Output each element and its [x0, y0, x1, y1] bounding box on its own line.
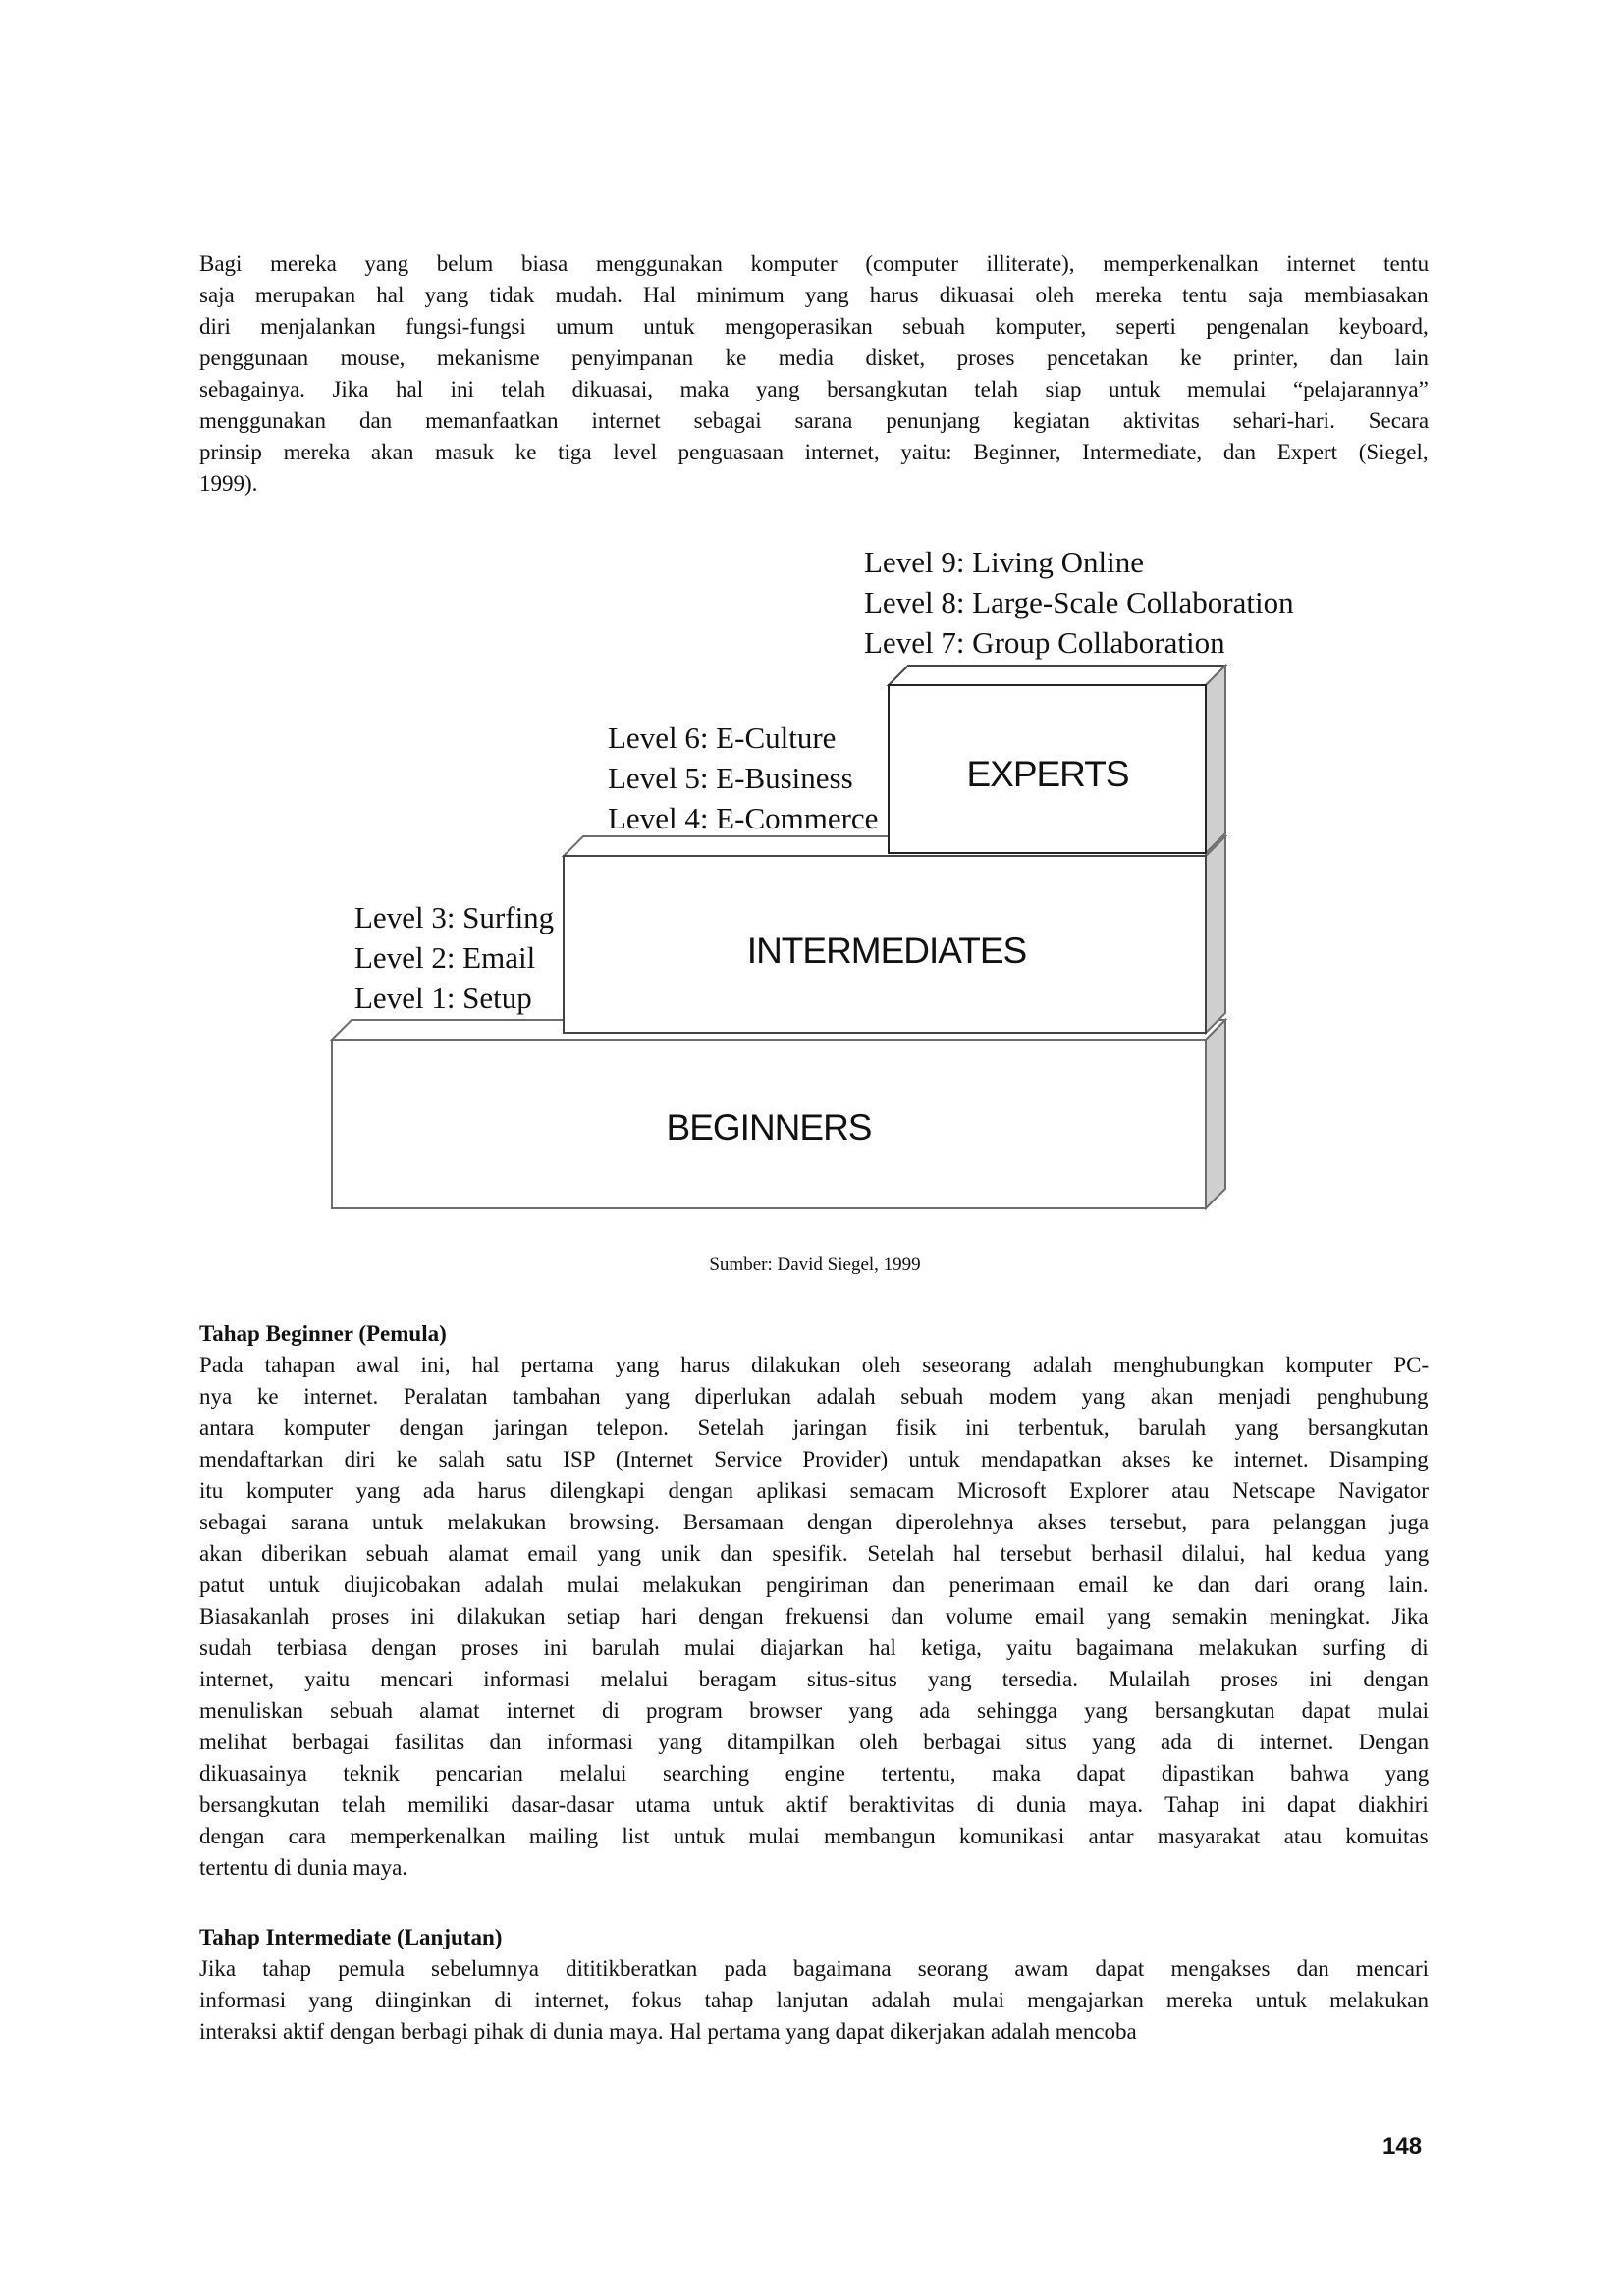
text-line: melihat berbagai fasilitas dan informasi yang ditampilkan oleh berbagai situs yang ada di internet. Dengan — [199, 1730, 1430, 1754]
intermediates-label: INTERMEDIATES — [746, 931, 1027, 971]
text-line: sebagainya. Jika hal ini telah dikuasai, maka yang bersangkutan telah siap untuk memulai “pelajarannya” — [199, 377, 1429, 401]
text-line: Bagi mereka yang belum biasa menggunakan komputer (computer illiterate), memperkenalkan internet tentu — [199, 251, 1430, 276]
experts-top-face — [889, 666, 1225, 685]
text-line: dengan cara memperkenalkan mailing list untuk mulai membangun komunikasi antar masyarakat atau komuitas — [199, 1824, 1429, 1848]
text-line: diri menjalankan fungsi-fungsi umum untuk mengoperasikan sebuah komputer, seperti pengenalan keyboard, — [199, 314, 1429, 339]
block-intermediates — [564, 836, 1225, 1033]
beginners-side-face — [1206, 1020, 1225, 1208]
text-line: bersangkutan telah memiliki dasar-dasar utama untuk aktif beraktivitas di dunia maya. Tahap ini dapat diakhiri — [199, 1792, 1429, 1817]
text-line: patut untuk diujicobakan adalah mulai melakukan pengiriman dan penerimaan email ke dan dari orang lain. — [199, 1573, 1429, 1597]
section-heading-beginner: Tahap Beginner (Pemula) — [199, 1321, 447, 1346]
level-3-label: Level 3: Surfing — [354, 900, 555, 934]
intermediates-side-face — [1206, 836, 1225, 1033]
text-line: itu komputer yang ada harus dilengkapi dengan aplikasi semacam Microsoft Explorer atau Netscape Navigator — [199, 1478, 1429, 1503]
text-line: menuliskan sebuah alamat internet di program browser yang ada sehingga yang bersangkutan dapat mulai — [199, 1698, 1429, 1723]
experts-side-face — [1206, 666, 1225, 853]
section-heading-intermediate: Tahap Intermediate (Lanjutan) — [199, 1925, 503, 1949]
text-line: antara komputer dengan jaringan telepon. Setelah jaringan fisik ini terbentuk, barulah yang bersangkutan — [199, 1415, 1429, 1440]
text-line: mendaftarkan diri ke salah satu ISP (Internet Service Provider) untuk mendapatkan akses ke internet. Disamping — [199, 1447, 1429, 1471]
block-beginners — [332, 1020, 1225, 1208]
text-line: 1999). — [199, 471, 258, 496]
text-line: Pada tahapan awal ini, hal pertama yang harus dilakukan oleh seseorang adalah menghubungkan komputer PC- — [199, 1353, 1430, 1377]
level-9-label: Level 9: Living Online — [864, 545, 1144, 579]
level-2-label: Level 2: Email — [354, 940, 536, 975]
text-line: tertentu di dunia maya. — [199, 1855, 408, 1880]
figure-caption: Sumber: David Siegel, 1999 — [709, 1255, 921, 1275]
text-line: menggunakan dan memanfaatkan internet sebagai sarana penunjang kegiatan aktivitas sehari-hari. Secara — [199, 408, 1430, 433]
text-line: akan diberikan sebuah alamat email yang unik dan spesifik. Setelah hal tersebut berhasil dilalui, hal kedua yang — [199, 1541, 1430, 1566]
text-line: informasi yang diinginkan di internet, fokus tahap lanjutan adalah mulai mengajarkan mereka untuk melakukan — [199, 1988, 1430, 2012]
text-line: saja merupakan hal yang tidak mudah. Hal minimum yang harus dikuasai oleh mereka tentu saja membiasakan — [199, 283, 1429, 307]
text-line: interaksi aktif dengan berbagi pihak di dunia maya. Hal pertama yang dapat dikerjakan adalah mencoba — [199, 2019, 1137, 2044]
text-line: Biasakanlah proses ini dilakukan setiap hari dengan frekuensi dan volume email yang semakin meningkat. Jika — [199, 1604, 1429, 1629]
text-line: prinsip mereka akan masuk ke tiga level penguasaan internet, yaitu: Beginner, Intermediate, dan Expert (Siegel, — [199, 440, 1429, 464]
text-line: sudah terbiasa dengan proses ini barulah mulai diajarkan hal ketiga, yaitu bagaimana melakukan surfing di — [199, 1635, 1429, 1660]
page-number: 148 — [1382, 2133, 1423, 2160]
block-experts — [889, 666, 1225, 853]
text-line: penggunaan mouse, mekanisme penyimpanan ke media disket, proses pencetakan ke printer, dan lain — [199, 346, 1429, 370]
level-8-label: Level 8: Large-Scale Collaboration — [864, 585, 1294, 619]
level-5-label: Level 5: E-Business — [608, 761, 853, 795]
beginners-label: BEGINNERS — [666, 1107, 872, 1148]
level-6-label: Level 6: E-Culture — [608, 721, 837, 755]
level-1-label: Level 1: Setup — [354, 981, 532, 1015]
level-7-label: Level 7: Group Collaboration — [864, 625, 1225, 660]
text-line: dikuasainya teknik pencarian melalui searching engine tertentu, maka dapat dipastikan bahwa yang — [199, 1761, 1430, 1786]
experts-label: EXPERTS — [966, 754, 1129, 794]
intermediate-paragraph — [199, 1953, 1429, 2048]
level-4-label: Level 4: E-Commerce — [608, 801, 879, 835]
text-line: sebagai sarana untuk melakukan browsing. Bersamaan dengan diperolehnya akses tersebut, para pelanggan juga — [199, 1510, 1430, 1534]
text-line: nya ke internet. Peralatan tambahan yang diperlukan adalah sebuah modem yang akan menjadi penghubung — [199, 1384, 1429, 1409]
beginner-paragraph — [199, 1350, 1429, 1884]
text-line: Jika tahap pemula sebelumnya dititikberatkan pada bagaimana seorang awam dapat mengakses dan mencari — [199, 1956, 1430, 1981]
text-line: internet, yaitu mencari informasi melalui beragam situs-situs yang tersedia. Mulailah proses ini dengan — [199, 1667, 1429, 1691]
